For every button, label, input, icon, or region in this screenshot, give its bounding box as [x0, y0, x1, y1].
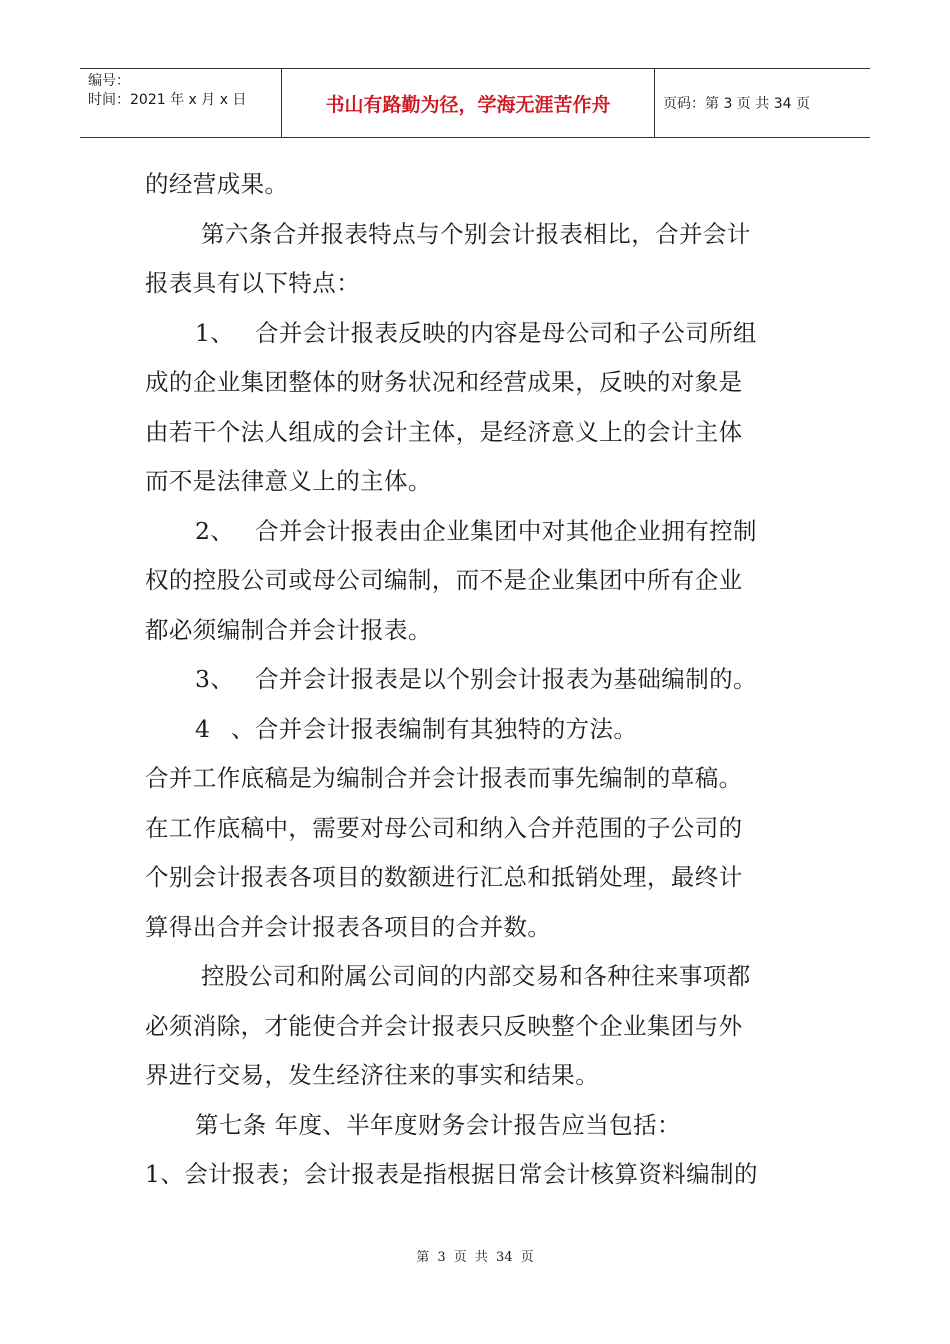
page-footer: 第 3 页 共 34 页 [416, 1250, 534, 1265]
list-item [145, 655, 815, 705]
page-header [80, 68, 870, 138]
text-line: 1、会计报表；会计报表是指根据日常会计核算资料编制的 [145, 1160, 758, 1188]
article-6-heading: 第六条合并报表特点与个别会计报表相比，合并会计 [201, 219, 751, 248]
text-line: 而不是法律意义上的主体。 [145, 467, 432, 495]
document-number-label: 编号： [88, 73, 130, 89]
list-number: 2、 [195, 516, 235, 545]
text-line: 都必须编制合并会计报表。 [145, 615, 432, 644]
document-date: 时间：2021 年 x 月 x 日 [88, 92, 247, 108]
text-line: 报表具有以下特点： [145, 269, 361, 297]
text-line: 合并工作底稿是为编制合并会计报表而事先编制的草稿。 [145, 764, 743, 792]
list-item [145, 705, 815, 755]
list-number: 3、 [195, 665, 235, 693]
text-line: 在工作底稿中，需要对母公司和纳入合并范围的子公司的 [145, 813, 743, 842]
document-body [145, 160, 815, 1200]
text-line: 算得出合并会计报表各项目的合并数。 [145, 912, 552, 941]
text-line: 界进行交易，发生经济往来的事实和结果。 [145, 1061, 600, 1089]
header-meta [80, 69, 282, 137]
list-text: 合并会计报表反映的内容是母公司和子公司所组 [255, 318, 757, 347]
text-line: 成的企业集团整体的财务状况和经营成果，反映的对象是 [145, 368, 743, 396]
text-line: 由若干个法人组成的会计主体，是经济意义上的会计主体 [145, 417, 743, 446]
list-number: 4 [195, 714, 211, 743]
header-page-info: 页码：第 3 页 共 34 页 [663, 96, 810, 112]
text-line: 必须消除，才能使合并会计报表只反映整个企业集团与外 [145, 1011, 743, 1040]
list-text: 、合并会计报表编制有其独特的方法。 [231, 714, 638, 743]
text-line: 的经营成果。 [145, 170, 289, 198]
list-item [145, 507, 815, 557]
list-text: 合并会计报表由企业集团中对其他企业拥有控制 [255, 516, 757, 545]
article-7-heading: 第七条 年度、半年度财务会计报告应当包括： [195, 1110, 681, 1139]
list-text: 合并会计报表是以个别会计报表为基础编制的。 [255, 665, 757, 693]
list-number: 1、 [195, 318, 235, 347]
text-line: 权的控股公司或母公司编制，而不是企业集团中所有企业 [145, 566, 743, 594]
header-motto: 书山有路勤为径，学海无涯苦作舟 [282, 69, 655, 137]
text-line: 个别会计报表各项目的数额进行汇总和抵销处理，最终计 [145, 863, 743, 891]
paragraph-start: 控股公司和附属公司间的内部交易和各种往来事项都 [201, 962, 751, 990]
list-item [145, 309, 815, 359]
